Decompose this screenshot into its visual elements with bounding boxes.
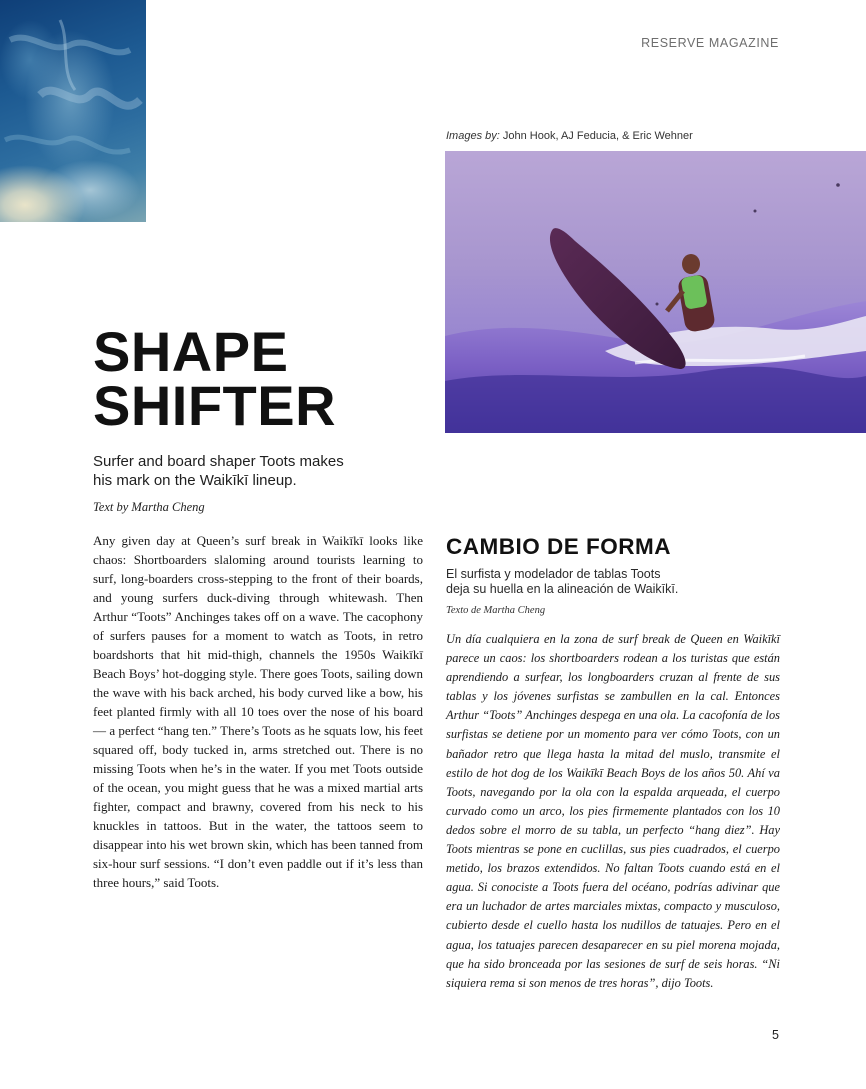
article-subtitle-line2: his mark on the Waikīkī lineup. (93, 472, 297, 489)
spanish-title: CAMBIO DE FORMA (446, 534, 671, 559)
article-body-spanish: Un día cualquiera en la zona de surf break de Queen en Waikīkī parece un caos: los shortboarders rodean a los turistas que están aprendiendo a surfear, los longboarders cruzan al frente de sus tablas y los jóvenes surfistas se zambullen en la cal. Entonces Arthur “Toots” Anchinges despega en una ola. La cacofonía de los surfistas se detiene por un momento para ver cómo Toots, con un bañador retro que llega hasta la mitad del muslo, transmite el estilo de hot dog de los Waikīkī Beach Boys de los años 50. Ahí va Toots, navegando por la ola con la espalda arqueada, el cuerpo curvado como un arco, los pies firmemente plantados con los 10 dedos sobre el morro de su tabla, un perfecto “hang diez”. Hay Toots mientras se pone en cuclillas, sus pies cuadrados, el cuerpo metido, los brazos extendidos. No faltan Toots cuando está en el agua. Si conociste a Toots fuera del océano, podrías adivinar que era un luchador de artes marciales mixtas, compacto y musculoso, cubierto desde el cuello hasta los nudillos de tatuajes. Pero en el agua, los tatuajes parecen desaparecer en su piel morena mojada, que ha sido bronceada por las sesiones de surf de seis horas. “Ni siquiera rema si son menos de tres horas”, dijo Toots. (446, 632, 780, 990)
magazine-name: RESERVE MAGAZINE (641, 36, 779, 50)
ocean-texture-image (0, 0, 146, 222)
spanish-subtitle (446, 567, 696, 596)
article-body-english: Any given day at Queen’s surf break in Waikīkī looks like chaos: Shortboarders slaloming around tourists learning to surf, long-boarders cross-stepping to the front of their boards, and young surfers duck-diving through whitewash. Then Arthur “Toots” Anchinges takes off on a wave. The cacophony of surfers pauses for a moment to watch as Toots, in retro boardshorts that hit mid-thigh, channels the 1950s Waikīkī Beach Boys’ hot-dogging style. There goes Toots, sailing down the wave with his back arched, his body curved like a bow, his feet planted firmly with all 10 toes over the nose of his board — a perfect “hang ten.” There’s Toots as he squats low, his feet squared off, body tucked in, arms stretched out. There is no missing Toots when he’s in the water. If you met Toots outside of the ocean, you might guess that he was a mixed martial arts fighter, compact and brawny, covered from his neck to his knuckles in tattoos. But in the water, the tattoos seem to disappear into his wet brown skin, which has been tanned from six-hour surf sessions. “I don’t even paddle out if it’s less than three hours,” said Toots. (93, 533, 423, 890)
article-subtitle (93, 452, 393, 490)
article-title (93, 320, 337, 437)
surfer-image (445, 151, 866, 433)
image-credits-names: John Hook, AJ Feducia, & Eric Wehner (502, 130, 693, 142)
spanish-subtitle-line1: El surfista y modelador de tablas Toots (446, 567, 661, 581)
surfer-longboard-photo (445, 151, 866, 433)
article-title-line1: SHAPE (93, 320, 289, 383)
ocean-water-photo (0, 0, 146, 222)
spanish-byline: Texto de Martha Cheng (446, 605, 546, 616)
image-credits (446, 130, 693, 142)
image-credits-label: Images by: (446, 130, 500, 142)
article-title-line2: SHIFTER (93, 374, 337, 437)
article-subtitle-line1: Surfer and board shaper Toots makes (93, 453, 344, 470)
article-byline: Text by Martha Cheng (93, 500, 205, 514)
page-number: 5 (772, 1028, 779, 1042)
spanish-subtitle-line2: deja su huella en la alineación de Waikīkī. (446, 581, 679, 596)
